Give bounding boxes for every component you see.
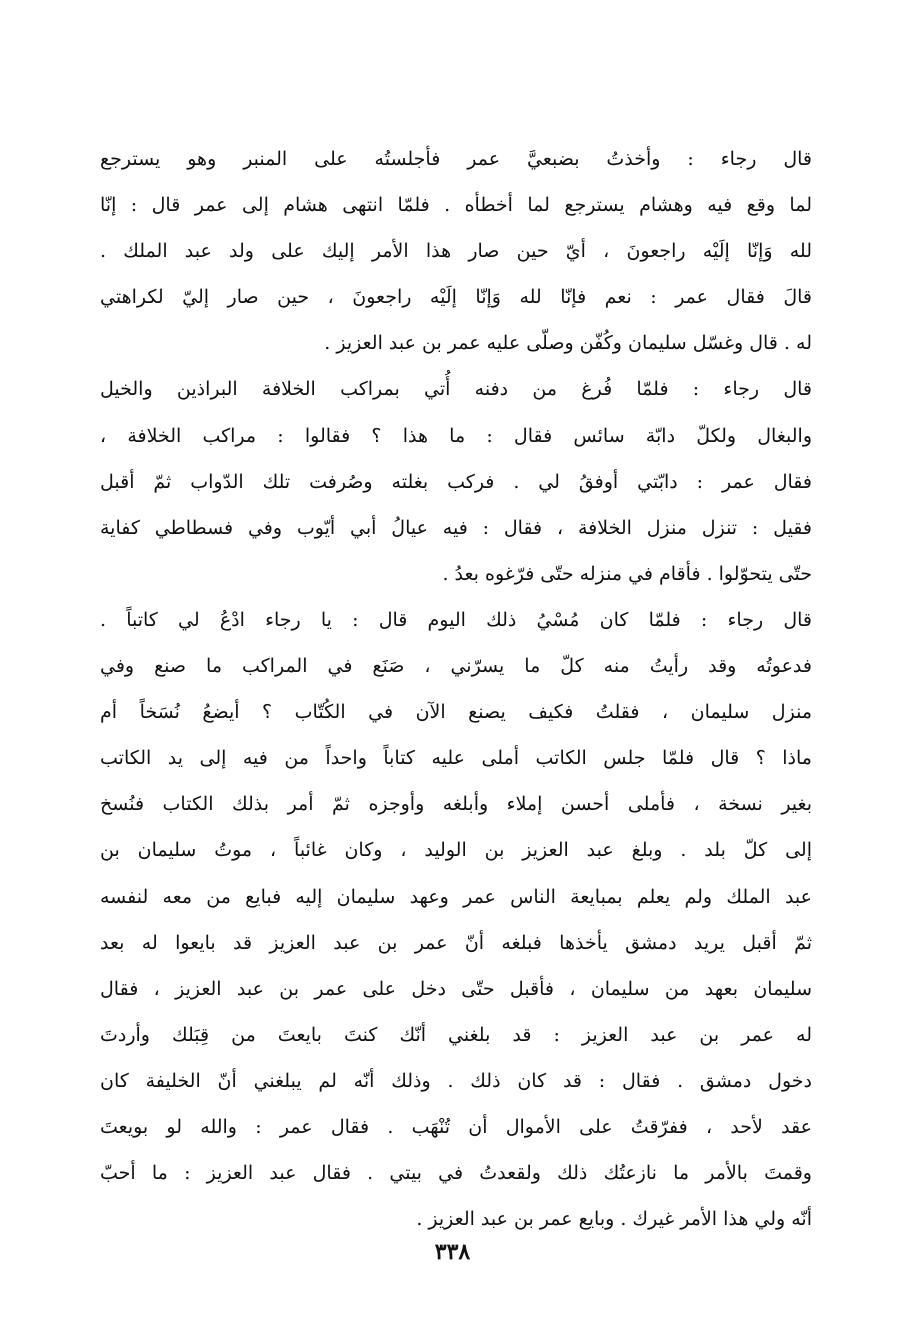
text-line: له عمر بن عبد العزيز : قد بلغني أنّك كنتَ بايعتَ من قِبَلك وأردتَ	[100, 1023, 812, 1046]
page-number: ٣٣٨	[434, 1239, 471, 1265]
text-line: ماذا ؟ قال فلمّا جلس الكاتب أملى عليه كتاباً واحداً من فيه إلى يد الكاتب	[100, 747, 812, 770]
text-line: سليمان بعهد من سليمان ، فأقبل حتّى دخل على عمر بن عبد العزيز ، فقال	[100, 977, 812, 1000]
text-line: ثمّ أقبل يريد دمشق يأخذها فبلغه أنّ عمر بن عبد العزيز قد بايعوا له بعد	[100, 931, 812, 954]
text-line: دخول دمشق . فقال : قد كان ذلك . وذلك أنّه لم يبلغني أنّ الخليفة كان	[100, 1069, 812, 1092]
text-line: إلى كلّ بلد . وبلغ عبد العزيز بن الوليد ، وكان غائباً ، موتُ سليمان بن	[100, 839, 812, 862]
text-line: والبغال ولكلّ دابّة سائس فقال : ما هذا ؟ فقالوا : مراكب الخلافة ،	[100, 424, 812, 447]
text-line: بغير نسخة ، فأملى أحسن إملاء وأبلغه وأوجزه ثمّ أمر بذلك الكتاب فنُسخ	[100, 793, 812, 816]
text-line: فقيل : تنزل منزل الخلافة ، فقال : فيه عيالُ أبي أيّوب وفي فسطاطي كفاية	[100, 516, 812, 539]
text-line: أنّه ولي هذا الأمر غيرك . وبايع عمر بن عبد العزيز .	[416, 1208, 812, 1231]
text-line: له . قال وغسّل سليمان وكُفّن وصلّى عليه عمر بن عبد العزيز .	[324, 332, 812, 355]
body-text	[100, 136, 812, 1242]
text-line: منزل سليمان ، فقلتُ فكيف يصنع الآن في الكُتّاب ؟ أيضعُ نُسَخاً أم	[100, 701, 812, 724]
text-line: حتّى يتحوّلوا . فأقام في منزله حتّى فرّغوه بعدُ .	[442, 562, 812, 585]
text-line: قال رجاء : فلمّا فُرغ من دفنه أُتي بمراكب الخلافة البراذين والخيل	[100, 378, 812, 401]
text-line: قالَ فقال عمر : نعم فإنّا لله وَإنّا إلَيْه راجعونَ ، حين صار إليّ لكراهتي	[100, 286, 812, 309]
text-line: لما وقع فيه وهشام يسترجع لما أخطأه . فلمّا انتهى هشام إلى عمر قال : إنّا	[100, 194, 812, 217]
text-line: قال رجاء : وأخذتُ بضبعيَّ عمر فأجلستُه على المنبر وهو يسترجع	[100, 148, 812, 170]
text-line: فقال عمر : دابّتي أوفقُ لي . فركب بغلته وصُرفت تلك الدّواب ثمّ أقبل	[100, 470, 812, 493]
text-line: لله وَإنّا إلَيْه راجعونَ ، أيّ حين صار هذا الأمر إليك على ولد عبد الملك .	[100, 240, 812, 263]
text-line: فدعوتُه وقد رأيتُ منه كلّ ما يسرّني ، صَنَع في المراكب ما صنع وفي	[100, 655, 812, 678]
text-line: قال رجاء : فلمّا كان مُسْيُ ذلك اليوم قال : يا رجاء ادْعُ لي كاتباً .	[100, 608, 812, 631]
text-line: عقد لأحد ، ففرّقتُ على الأموال أن تُنْهَب . فقال عمر : والله لو بويعتَ	[100, 1115, 812, 1138]
text-line: عبد الملك ولم يعلم بمبايعة الناس عمر وعهد سليمان إليه فبايع من معه لنفسه	[100, 885, 812, 908]
text-line: وقمتَ بالأمر ما نازعتُك ذلك ولقعدتُ في بيتي . فقال عبد العزيز : ما أحبّ	[100, 1162, 812, 1185]
